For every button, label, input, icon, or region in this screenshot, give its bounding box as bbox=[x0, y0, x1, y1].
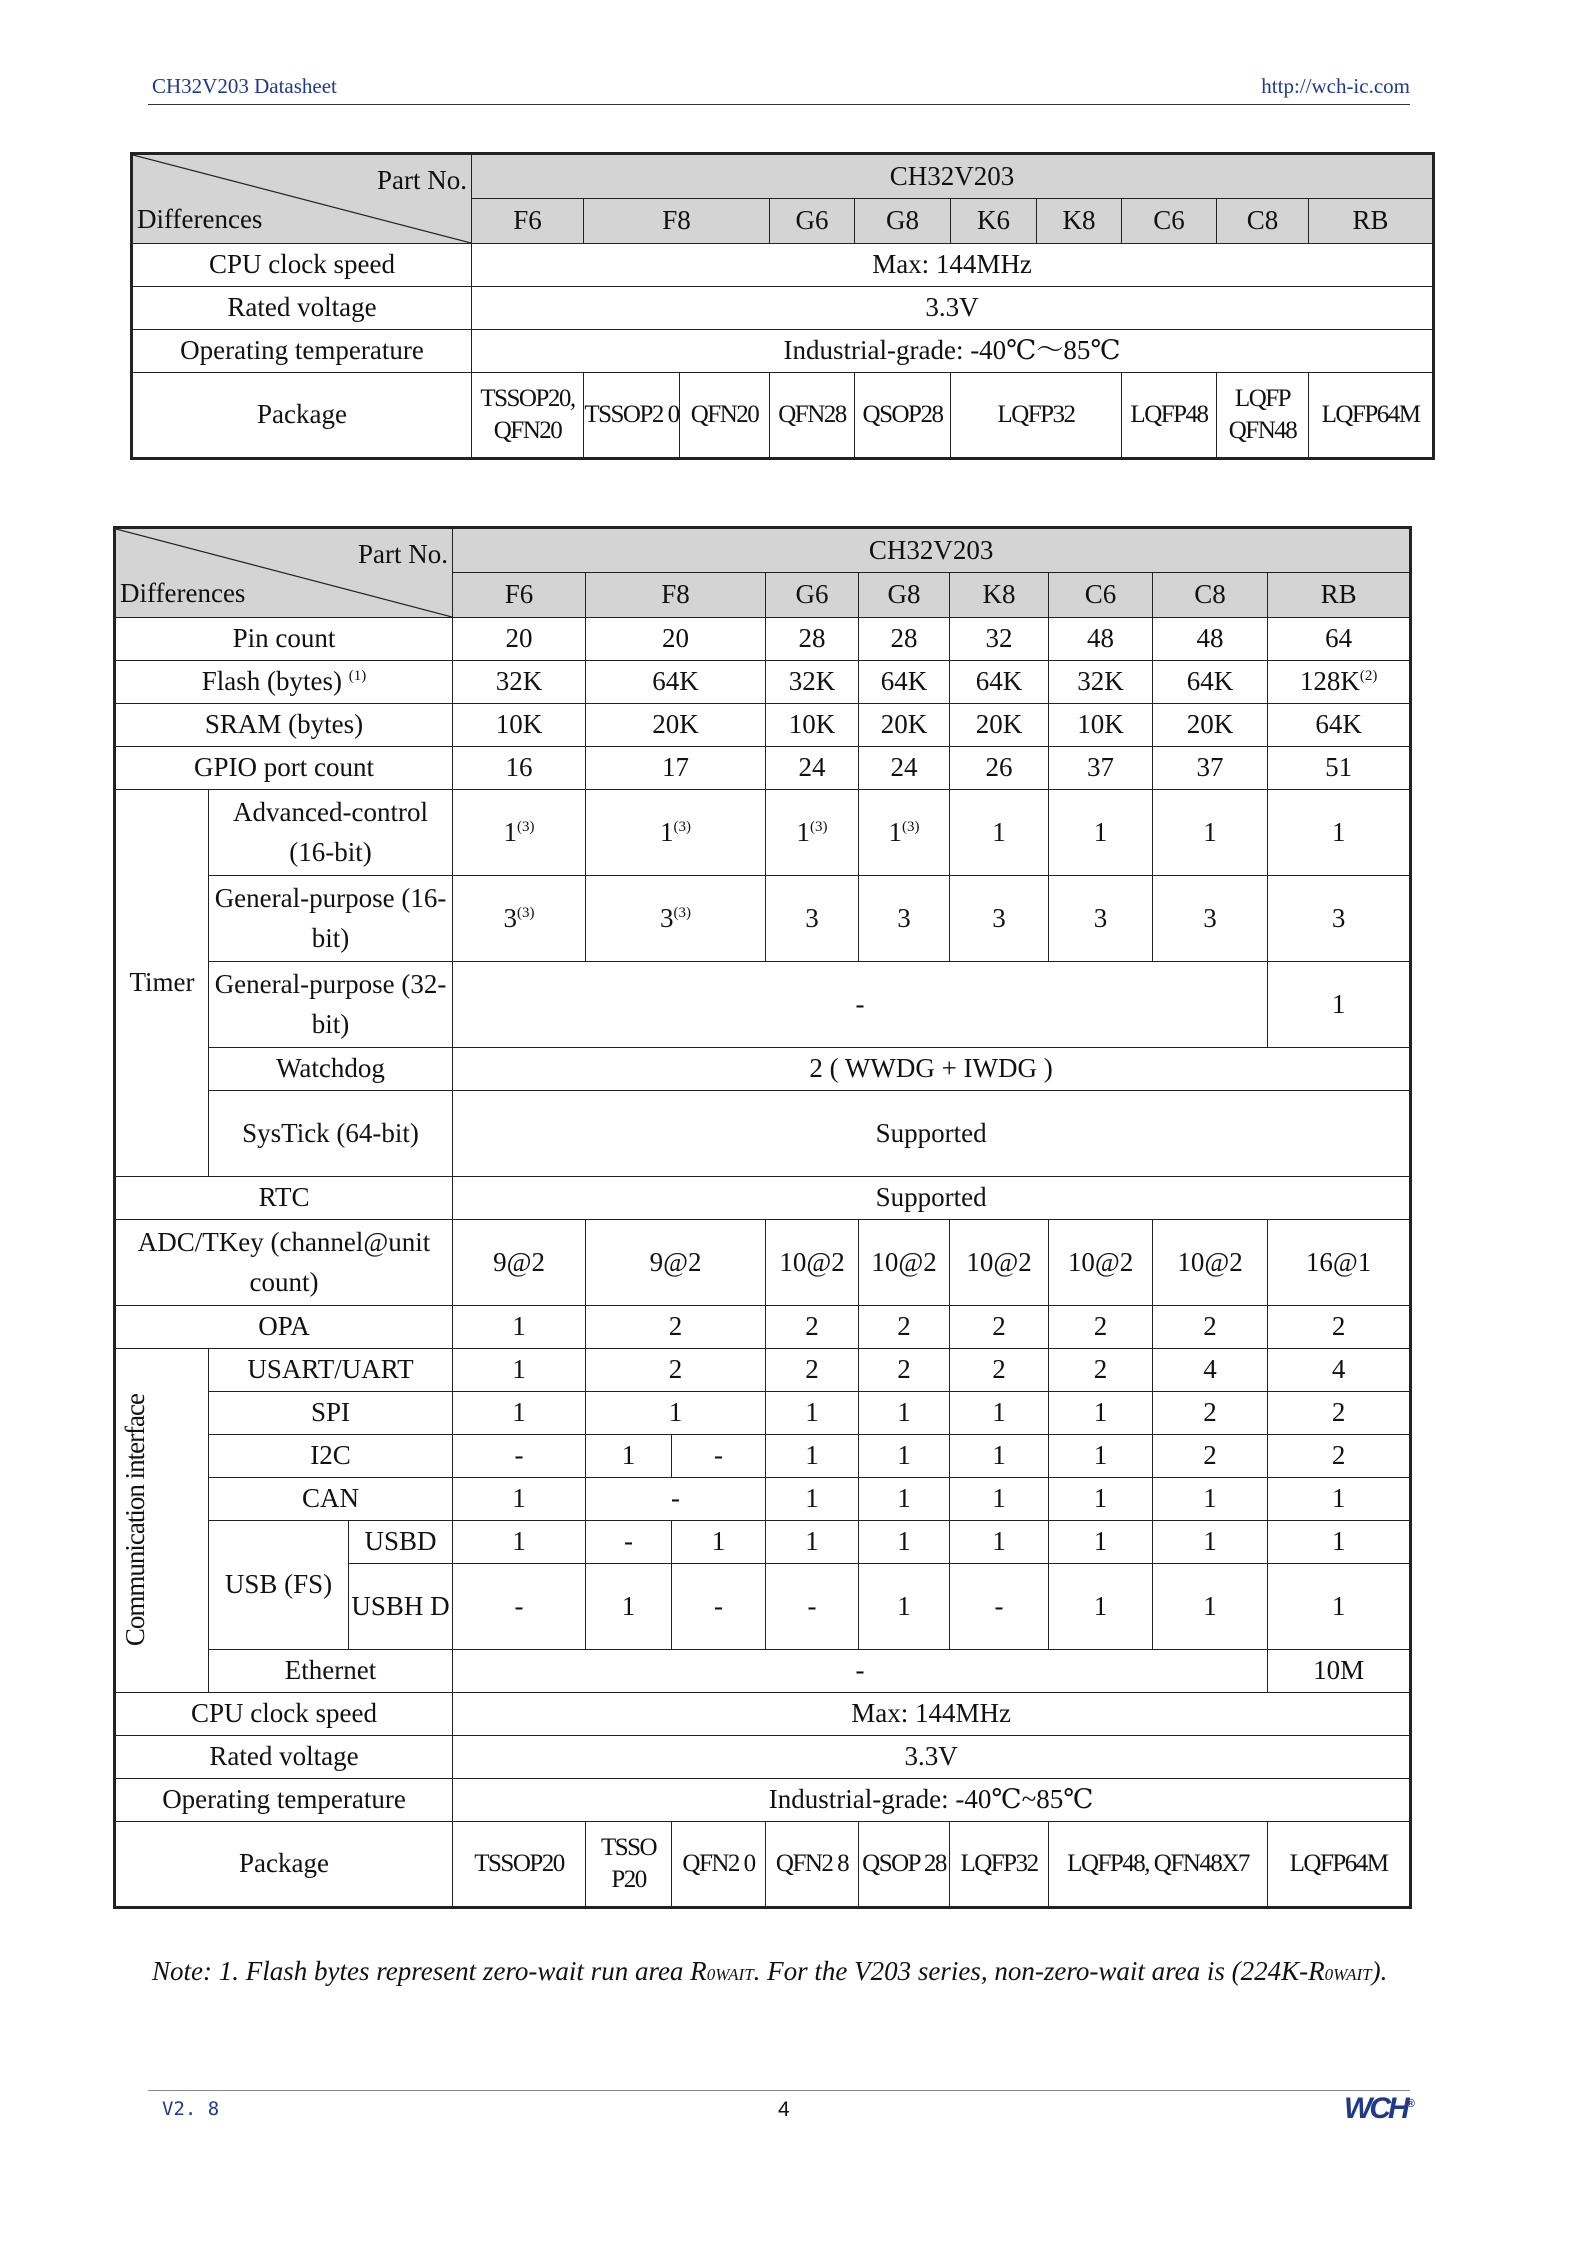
row-label: Flash (bytes) $^{(1)}$ bbox=[115, 661, 453, 704]
cell-value: 9@2 bbox=[453, 1220, 586, 1306]
cell-value: 1$^{(3)}$ bbox=[586, 790, 766, 876]
cell-value: 10K bbox=[453, 704, 586, 747]
model-header: F6 bbox=[453, 573, 586, 618]
cell-value: 32K bbox=[766, 661, 859, 704]
cell-value: 2 bbox=[859, 1306, 950, 1349]
header-rule bbox=[148, 104, 1410, 105]
cell-value: 20K bbox=[950, 704, 1049, 747]
cell-value: QFN2 0 bbox=[672, 1822, 766, 1908]
cell-value: Supported bbox=[453, 1091, 1411, 1177]
cell-value: 1 bbox=[950, 1521, 1049, 1564]
cell-value: 1 bbox=[1049, 1392, 1153, 1435]
cell-value: Industrial-grade: -40℃~85℃ bbox=[453, 1779, 1411, 1822]
cell-value: - bbox=[453, 1564, 586, 1650]
cell-value: 1 bbox=[586, 1564, 672, 1650]
model-header: K8 bbox=[1037, 199, 1122, 244]
page-number: 4 bbox=[778, 2098, 790, 2121]
cell-value: - bbox=[453, 1435, 586, 1478]
cell-value: 10@2 bbox=[1049, 1220, 1153, 1306]
cell-value: 2 bbox=[766, 1306, 859, 1349]
cell-value: 1 bbox=[950, 1478, 1049, 1521]
timer-group-label: Timer bbox=[115, 790, 209, 1177]
cell-value: 1 bbox=[672, 1521, 766, 1564]
cell-value: 37 bbox=[1049, 747, 1153, 790]
cell-value: 20K bbox=[586, 704, 766, 747]
cell-value: - bbox=[586, 1478, 766, 1521]
cell-value: Max: 144MHz bbox=[453, 1693, 1411, 1736]
model-header: C8 bbox=[1153, 573, 1268, 618]
cell-value: 1$^{(3)}$ bbox=[859, 790, 950, 876]
cell-value: 4 bbox=[1153, 1349, 1268, 1392]
row-label: Rated voltage bbox=[115, 1736, 453, 1779]
cell-value: - bbox=[453, 962, 1268, 1048]
cell-value: 1 bbox=[859, 1564, 950, 1650]
cell-value: TSSOP20 bbox=[453, 1822, 586, 1908]
cell-value: - bbox=[586, 1521, 672, 1564]
corner-cell bbox=[115, 528, 453, 618]
cell-value: 1 bbox=[1153, 790, 1268, 876]
model-header: G8 bbox=[859, 573, 950, 618]
footnote-ref: (3) bbox=[517, 904, 535, 921]
cell-value: 24 bbox=[766, 747, 859, 790]
cell-value: 1 bbox=[586, 1392, 766, 1435]
model-header: G6 bbox=[766, 573, 859, 618]
header-link[interactable]: http://wch-ic.com bbox=[1261, 74, 1410, 98]
cell-value: 2 bbox=[1153, 1306, 1268, 1349]
cell-value: QFN20 bbox=[680, 373, 770, 459]
footnote-ref: (3) bbox=[673, 818, 692, 835]
cell-value: 2 bbox=[950, 1349, 1049, 1392]
cell-value: 1 bbox=[1153, 1564, 1268, 1650]
cell-value: 1 bbox=[1268, 962, 1411, 1048]
row-label: CPU clock speed bbox=[115, 1693, 453, 1736]
row-label: General-purpose (16-bit) bbox=[209, 876, 453, 962]
cell-value: 64K bbox=[586, 661, 766, 704]
cell-value: 1 bbox=[1049, 790, 1153, 876]
cell-value: 3 bbox=[766, 876, 859, 962]
cell-value: 24 bbox=[859, 747, 950, 790]
cell-value: 3 bbox=[859, 876, 950, 962]
model-header: F8 bbox=[584, 199, 770, 244]
cell-value: - bbox=[672, 1435, 766, 1478]
row-label: Package bbox=[132, 373, 472, 459]
cell-value: 1 bbox=[859, 1435, 950, 1478]
cell-value: LQFP32 bbox=[950, 1822, 1049, 1908]
cell-value: QFN2 8 bbox=[766, 1822, 859, 1908]
cell-value: 1 bbox=[766, 1478, 859, 1521]
cell-value: 2 bbox=[1153, 1435, 1268, 1478]
footnote-ref: (2) bbox=[1359, 668, 1378, 685]
row-label: Operating temperature bbox=[115, 1779, 453, 1822]
cell-value: 32K bbox=[453, 661, 586, 704]
row-label: RTC bbox=[115, 1177, 453, 1220]
cell-value: 10M bbox=[1268, 1650, 1411, 1693]
cell-value: 1 bbox=[1049, 1435, 1153, 1478]
model-header: C8 bbox=[1217, 199, 1309, 244]
cell-value: 28 bbox=[766, 618, 859, 661]
cell-value: 20 bbox=[453, 618, 586, 661]
cell-value: TSSOP20, QFN20 bbox=[472, 373, 584, 459]
cell-value: 3 bbox=[1049, 876, 1153, 962]
footnote-ref: (3) bbox=[810, 818, 828, 835]
cell-value: 2 bbox=[1268, 1435, 1411, 1478]
footnote-ref: (3) bbox=[673, 904, 692, 921]
cell-value: 2 bbox=[1268, 1392, 1411, 1435]
cell-value: 64 bbox=[1268, 618, 1411, 661]
model-header: G8 bbox=[855, 199, 951, 244]
footnote-ref: (3) bbox=[517, 818, 535, 835]
cell-value: 32 bbox=[950, 618, 1049, 661]
cell-value: 3 bbox=[950, 876, 1049, 962]
row-label: CAN bbox=[209, 1478, 453, 1521]
family-header: CH32V203 bbox=[453, 528, 1411, 573]
cell-value: 17 bbox=[586, 747, 766, 790]
wch-logo: WCH® bbox=[1344, 2092, 1415, 2125]
differences-label: Differences bbox=[137, 203, 263, 234]
part-no-label: Part No. bbox=[377, 165, 467, 195]
cell-value: 1 bbox=[859, 1478, 950, 1521]
cell-value: 10K bbox=[1049, 704, 1153, 747]
cell-value: 10K bbox=[766, 704, 859, 747]
row-label: Advanced-control (16-bit) bbox=[209, 790, 453, 876]
model-header: K6 bbox=[951, 199, 1037, 244]
cell-value: LQFP48, QFN48X7 bbox=[1049, 1822, 1268, 1908]
cell-value: $128K^{(2)}$ bbox=[1268, 661, 1411, 704]
model-header: G6 bbox=[770, 199, 855, 244]
cell-value: 1 bbox=[1049, 1478, 1153, 1521]
differences-label: Differences bbox=[120, 577, 246, 608]
cell-value: 20 bbox=[586, 618, 766, 661]
cell-value: Industrial-grade: -40℃～85℃ bbox=[472, 330, 1434, 373]
row-label: Rated voltage bbox=[132, 287, 472, 330]
cell-value: - bbox=[766, 1564, 859, 1650]
row-label: SysTick (64-bit) bbox=[209, 1091, 453, 1177]
row-label: General-purpose (32-bit) bbox=[209, 962, 453, 1048]
corner-cell bbox=[132, 154, 472, 244]
cell-value: QFN28 bbox=[770, 373, 855, 459]
row-label: OPA bbox=[115, 1306, 453, 1349]
cell-value: 1 bbox=[1049, 1564, 1153, 1650]
footnote-ref: (3) bbox=[902, 818, 920, 835]
cell-value: 3$^{(3)}$ bbox=[453, 876, 586, 962]
cell-value: TSSO P20 bbox=[586, 1822, 672, 1908]
cell-value: 1 bbox=[950, 1435, 1049, 1478]
cell-value: 16 bbox=[453, 747, 586, 790]
cell-value: 2 bbox=[1153, 1392, 1268, 1435]
footnote-ref: (1) bbox=[348, 668, 367, 685]
cell-value: 4 bbox=[1268, 1349, 1411, 1392]
cell-value: - bbox=[453, 1650, 1268, 1693]
cell-value: 1 bbox=[766, 1435, 859, 1478]
cell-value: 1$^{(3)}$ bbox=[766, 790, 859, 876]
row-label: USART/UART bbox=[209, 1349, 453, 1392]
cell-value: 26 bbox=[950, 747, 1049, 790]
row-label: I2C bbox=[209, 1435, 453, 1478]
cell-value: 48 bbox=[1049, 618, 1153, 661]
comm-group-label: Communication interface bbox=[115, 1349, 209, 1693]
cell-value: 10@2 bbox=[1153, 1220, 1268, 1306]
cell-value: 2 bbox=[1268, 1306, 1411, 1349]
spec-table-2 bbox=[113, 526, 1412, 1909]
cell-value: LQFP48 bbox=[1122, 373, 1217, 459]
model-header: RB bbox=[1268, 573, 1411, 618]
cell-value: 2 bbox=[859, 1349, 950, 1392]
row-label: SRAM (bytes) bbox=[115, 704, 453, 747]
cell-value: 1 bbox=[1268, 1564, 1411, 1650]
cell-value: TSSOP2 0 bbox=[584, 373, 680, 459]
cell-value: 3.3V bbox=[472, 287, 1434, 330]
row-label: USBH D bbox=[349, 1564, 453, 1650]
cell-value: 3.3V bbox=[453, 1736, 1411, 1779]
cell-value: 2 bbox=[1049, 1306, 1153, 1349]
row-label: SPI bbox=[209, 1392, 453, 1435]
part-no-label: Part No. bbox=[358, 539, 449, 569]
cell-value: 64K bbox=[1153, 661, 1268, 704]
cell-value: 28 bbox=[859, 618, 950, 661]
family-header: CH32V203 bbox=[472, 154, 1434, 199]
cell-value: - bbox=[950, 1564, 1049, 1650]
row-label: USBD bbox=[349, 1521, 453, 1564]
cell-value: 2 ( WWDG + IWDG ) bbox=[453, 1048, 1411, 1091]
cell-value: 10@2 bbox=[859, 1220, 950, 1306]
cell-value: QSOP 28 bbox=[859, 1822, 950, 1908]
cell-value: 32K bbox=[1049, 661, 1153, 704]
model-header: C6 bbox=[1122, 199, 1217, 244]
cell-value: 1 bbox=[766, 1392, 859, 1435]
model-header: F8 bbox=[586, 573, 766, 618]
cell-value: 1 bbox=[859, 1392, 950, 1435]
cell-value: 3$^{(3)}$ bbox=[586, 876, 766, 962]
row-label: Package bbox=[115, 1822, 453, 1908]
cell-value: 2 bbox=[950, 1306, 1049, 1349]
cell-value: 1 bbox=[453, 1478, 586, 1521]
row-label: Watchdog bbox=[209, 1048, 453, 1091]
model-header: K8 bbox=[950, 573, 1049, 618]
cell-value: 1 bbox=[453, 1392, 586, 1435]
usb-group-label: USB (FS) bbox=[209, 1521, 349, 1650]
cell-value: 1 bbox=[1049, 1521, 1153, 1564]
cell-value: 1 bbox=[453, 1349, 586, 1392]
cell-value: QSOP28 bbox=[855, 373, 951, 459]
cell-value: LQFP64M bbox=[1309, 373, 1434, 459]
cell-value: 2 bbox=[1049, 1349, 1153, 1392]
cell-value: LQFP64M bbox=[1268, 1822, 1411, 1908]
cell-value: 51 bbox=[1268, 747, 1411, 790]
cell-value: Max: 144MHz bbox=[472, 244, 1434, 287]
row-label: Operating temperature bbox=[132, 330, 472, 373]
cell-value: LQFP32 bbox=[951, 373, 1122, 459]
row-label: GPIO port count bbox=[115, 747, 453, 790]
cell-value: 1 bbox=[1153, 1521, 1268, 1564]
row-label: ADC/TKey (channel@unit count) bbox=[115, 1220, 453, 1306]
cell-value: 1 bbox=[1268, 1521, 1411, 1564]
header-left: CH32V203 Datasheet bbox=[152, 74, 337, 98]
footnote: Note: 1. Flash bytes represent zero-wait run area R0WAIT. For the V203 series, non-zero-wait area is (224K-R0WAIT). bbox=[152, 1956, 1388, 1986]
cell-value: 1 bbox=[453, 1521, 586, 1564]
cell-value: 1 bbox=[1268, 1478, 1411, 1521]
cell-value: 9@2 bbox=[586, 1220, 766, 1306]
cell-value: 20K bbox=[1153, 704, 1268, 747]
cell-value: 1 bbox=[859, 1521, 950, 1564]
cell-value: 1 bbox=[1153, 1478, 1268, 1521]
version-label: V2. 8 bbox=[162, 2098, 220, 2120]
cell-value: 3 bbox=[1268, 876, 1411, 962]
cell-value: - bbox=[672, 1564, 766, 1650]
cell-value: 48 bbox=[1153, 618, 1268, 661]
cell-value: 1 bbox=[1268, 790, 1411, 876]
cell-value: 64K bbox=[950, 661, 1049, 704]
cell-value: 64K bbox=[859, 661, 950, 704]
cell-value: 1 bbox=[950, 790, 1049, 876]
cell-value: 10@2 bbox=[950, 1220, 1049, 1306]
cell-value: 2 bbox=[586, 1349, 766, 1392]
cell-value: 1 bbox=[586, 1435, 672, 1478]
row-label: CPU clock speed bbox=[132, 244, 472, 287]
model-header: F6 bbox=[472, 199, 584, 244]
spec-table-1 bbox=[130, 152, 1435, 460]
cell-value: 64K bbox=[1268, 704, 1411, 747]
row-label: Pin count bbox=[115, 618, 453, 661]
cell-value: 1 bbox=[766, 1521, 859, 1564]
cell-value: 1 bbox=[453, 1306, 586, 1349]
cell-value: 2 bbox=[766, 1349, 859, 1392]
cell-value: 20K bbox=[859, 704, 950, 747]
cell-value: 1$^{(3)}$ bbox=[453, 790, 586, 876]
cell-value: 1 bbox=[950, 1392, 1049, 1435]
row-label: Ethernet bbox=[209, 1650, 453, 1693]
cell-value: LQFP QFN48 bbox=[1217, 373, 1309, 459]
cell-value: 2 bbox=[586, 1306, 766, 1349]
cell-value: 16@1 bbox=[1268, 1220, 1411, 1306]
cell-value: Supported bbox=[453, 1177, 1411, 1220]
model-header: RB bbox=[1309, 199, 1434, 244]
cell-value: 3 bbox=[1153, 876, 1268, 962]
model-header: C6 bbox=[1049, 573, 1153, 618]
cell-value: 10@2 bbox=[766, 1220, 859, 1306]
footer-rule bbox=[148, 2090, 1410, 2091]
cell-value: 37 bbox=[1153, 747, 1268, 790]
